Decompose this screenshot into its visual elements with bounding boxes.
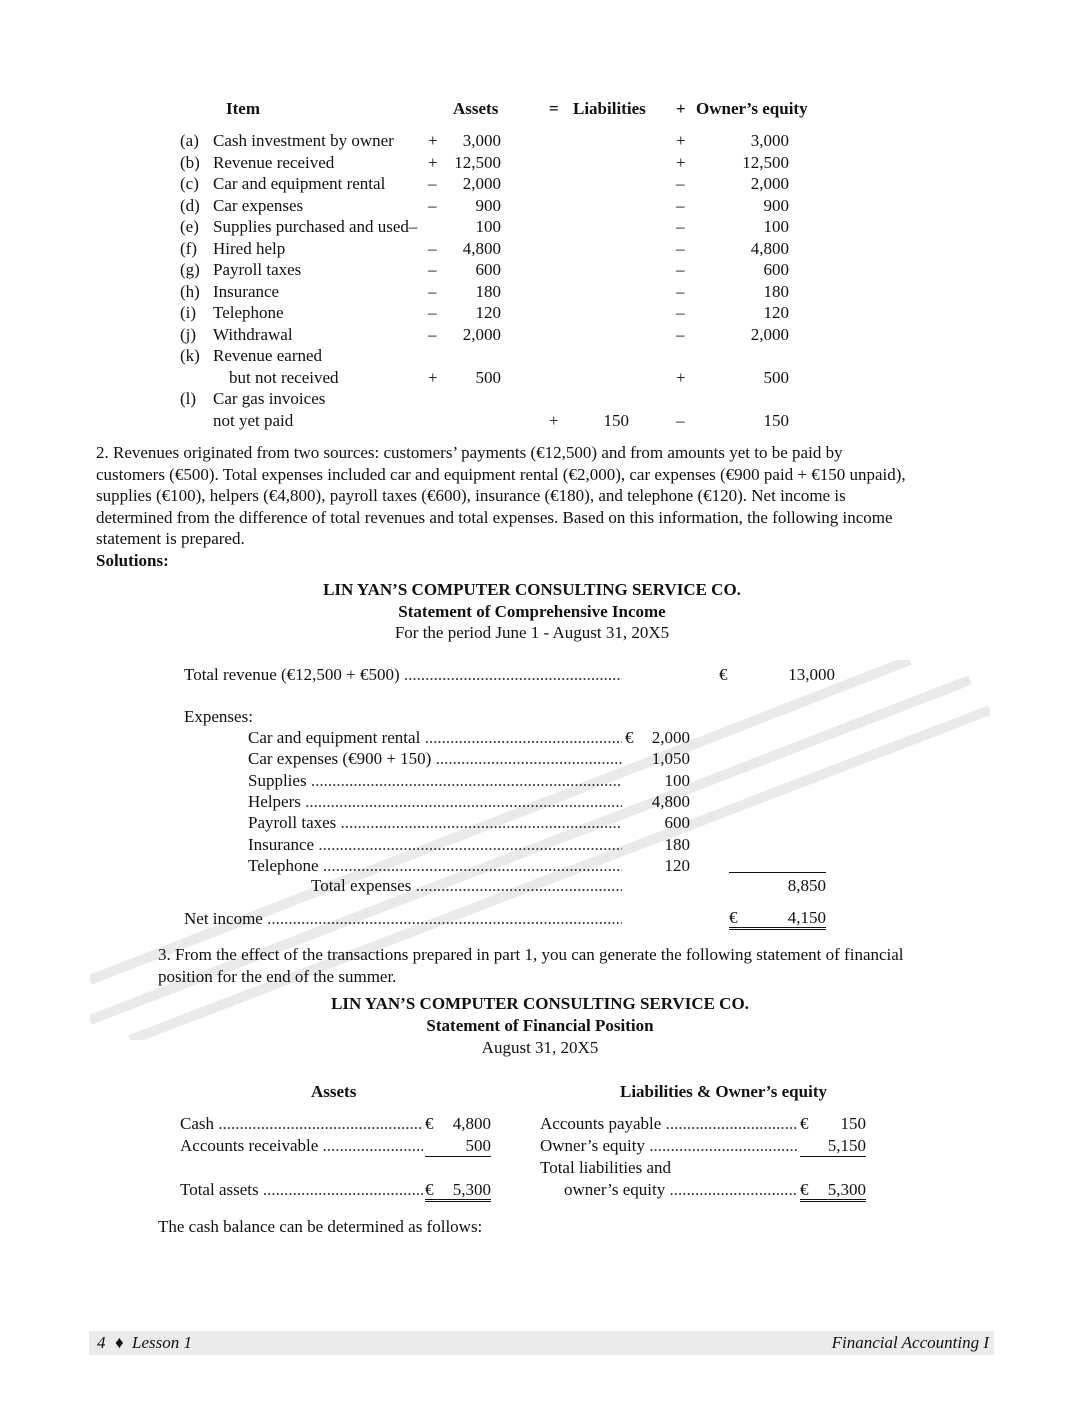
expenses-label: Expenses: [184, 707, 253, 726]
cell-assets: 2,000 [462, 324, 501, 344]
ap-label: Accounts payable ..... [540, 1114, 798, 1134]
cell-label: (j) [180, 324, 197, 344]
expense-name: Insurance ..... [248, 835, 622, 855]
lesson-label: Lesson 1 [132, 1333, 192, 1352]
cell-item: Cash investment by owner [213, 131, 394, 150]
cell-item: Car and equipment rental [213, 174, 386, 193]
cell-e-sign: + [676, 367, 686, 387]
expense-name: Car expenses (€900 + 150) ..... [248, 749, 622, 769]
header-equals: = [549, 99, 559, 118]
page-number: 4 [97, 1333, 106, 1352]
cell-liab: 150 [603, 410, 629, 430]
cell-label: (g) [180, 260, 200, 279]
cell-assets: 3,000 [462, 131, 501, 150]
ar-label: Accounts receivable ..... [180, 1136, 423, 1156]
header-equity: Owner’s equity [696, 99, 808, 118]
header-assets: Assets [453, 99, 499, 118]
expense-value: 100 [664, 770, 690, 790]
header-plus: + [676, 99, 686, 118]
paragraph-2 [96, 442, 906, 571]
net-income-label: Net income ..... [184, 909, 622, 929]
cell-item: not yet paid [213, 410, 294, 430]
page-footer [89, 1331, 994, 1355]
cell-item: Hired help [213, 238, 286, 258]
net-income-euro: € [729, 908, 738, 927]
cell-equity: 100 [763, 217, 789, 236]
cell-e-sign: – [676, 324, 685, 344]
cell-label: (a) [180, 131, 199, 150]
expense-euro: € [625, 728, 634, 747]
ap-euro: € [800, 1114, 809, 1133]
expense-name: Helpers ..... [248, 792, 622, 812]
cell-item: Revenue earned [213, 346, 323, 365]
expense-value: 120 [664, 855, 690, 875]
cell-e-sign: – [676, 238, 685, 258]
fp-date: August 31, 20X5 [481, 1038, 599, 1057]
euro-sign: € [719, 665, 728, 684]
cell-assets: 100 [475, 217, 501, 236]
cell-label: (c) [180, 174, 199, 193]
cell-item: Supplies purchased and used– [213, 217, 418, 236]
total-revenue-label: Total revenue (€12,500 + €500) ..... [184, 665, 622, 685]
cell-equity: 180 [763, 281, 789, 301]
total-assets-euro: € [425, 1180, 434, 1199]
cell-e-sign: – [676, 217, 685, 236]
cash-balance-text: The cash balance can be determined as follows: [158, 1217, 483, 1236]
cell-a-sign: + [428, 152, 438, 172]
cell-label: (f) [180, 238, 197, 258]
cell-assets: 2,000 [462, 174, 501, 193]
cell-a-sign: + [428, 131, 438, 150]
cell-e-sign: – [676, 260, 685, 279]
total-expenses-value: 8,850 [787, 876, 826, 895]
cell-a-sign: + [428, 367, 438, 387]
income-title: Statement of Comprehensive Income [398, 602, 666, 621]
cash-label: Cash ..... [180, 1114, 423, 1134]
fp-company: LIN YAN’S COMPUTER CONSULTING SERVICE CO. [331, 994, 749, 1013]
cell-e-sign: – [676, 281, 685, 301]
cell-a-sign: – [428, 174, 437, 193]
cell-assets: 900 [475, 195, 501, 215]
cell-equity: 3,000 [750, 131, 789, 150]
cell-e-sign: – [676, 195, 685, 215]
oe-label: Owner’s equity ..... [540, 1136, 798, 1156]
oe-value: 5,150 [800, 1136, 866, 1157]
cell-e-sign: + [676, 131, 686, 150]
cell-a-sign: – [428, 260, 437, 279]
cell-label: (l) [180, 389, 197, 408]
cell-assets: 12,500 [454, 152, 501, 172]
cell-label: (d) [180, 195, 200, 215]
total-assets-label: Total assets ..... [180, 1180, 423, 1200]
cell-item: Telephone [213, 303, 284, 322]
diamond-bullet-icon: ♦ [115, 1333, 124, 1352]
total-le-value: 5,300 [827, 1180, 866, 1199]
expense-name: Telephone ..... [248, 856, 622, 876]
net-income-box [729, 908, 826, 930]
cell-assets: 600 [475, 260, 501, 279]
total-le-euro: € [800, 1180, 809, 1199]
total-expenses-label: Total expenses ..... [311, 876, 622, 896]
cell-a-sign: – [428, 195, 437, 215]
cell-a-sign: – [428, 324, 437, 344]
ap-value: 150 [840, 1114, 866, 1133]
cell-equity: 12,500 [742, 152, 789, 172]
cash-euro: € [425, 1114, 434, 1133]
cell-item: Revenue received [213, 152, 335, 172]
income-period: For the period June 1 - August 31, 20X5 [394, 623, 670, 642]
cell-assets: 180 [475, 281, 501, 301]
paragraph-line: 3. From the effect of the transactions prepared in part 1, you can generate the following statement of financial [158, 945, 904, 964]
course-title: Financial Accounting I [831, 1333, 989, 1352]
total-assets-box [425, 1180, 491, 1202]
total-le-label-2: owner’s equity ..... [564, 1180, 798, 1200]
income-company: LIN YAN’S COMPUTER CONSULTING SERVICE CO. [323, 580, 741, 599]
cell-item: Payroll taxes [213, 260, 302, 279]
cell-equity: 2,000 [750, 324, 789, 344]
fp-assets-header: Assets [311, 1082, 357, 1101]
cell-equity: 4,800 [750, 238, 789, 258]
cell-item: Withdrawal [213, 324, 293, 344]
cell-a-sign: – [428, 303, 437, 322]
cell-l-sign: + [549, 410, 559, 430]
cell-label: (k) [180, 346, 200, 365]
cell-assets: 120 [475, 303, 501, 322]
cell-a-sign: – [428, 281, 437, 301]
cell-item: Car gas invoices [213, 389, 326, 408]
cell-e-sign: – [676, 410, 685, 430]
expense-value: 180 [664, 834, 690, 854]
cell-e-sign: – [676, 174, 685, 193]
fp-liab-header: Liabilities & Owner’s equity [620, 1082, 827, 1101]
solutions-label: Solutions: [96, 550, 169, 570]
paragraph-line: supplies (€100), helpers (€4,800), payroll taxes (€600), insurance (€180), and telephone (€120). Net income is [96, 486, 846, 505]
cell-equity: 120 [763, 303, 789, 322]
cell-e-sign: + [676, 152, 686, 172]
ar-value: 500 [425, 1136, 491, 1157]
total-assets-value: 5,300 [452, 1180, 491, 1199]
cell-label: (i) [180, 303, 197, 322]
total-revenue-value: 13,000 [788, 665, 835, 684]
expense-name: Supplies ..... [248, 771, 622, 791]
cell-equity: 2,000 [750, 174, 789, 193]
paragraph-line: statement is prepared. [96, 529, 245, 548]
cell-equity: 500 [763, 367, 789, 387]
expense-name: Payroll taxes ..... [248, 813, 622, 833]
expense-value: 600 [664, 813, 690, 833]
cell-item: Insurance [213, 281, 280, 301]
expense-value: 4,800 [651, 791, 690, 811]
header-liabilities: Liabilities [573, 99, 646, 118]
expense-value: 1,050 [651, 749, 690, 769]
expense-value: 2,000 [651, 728, 690, 747]
cell-label: (h) [180, 281, 200, 301]
total-le-box [800, 1180, 866, 1202]
cell-equity: 900 [763, 195, 789, 215]
cell-equity: 600 [763, 260, 789, 279]
paragraph-3 [158, 944, 904, 987]
cell-assets: 4,800 [462, 238, 501, 258]
cell-item: but not received [229, 367, 339, 387]
cell-label: (b) [180, 152, 200, 172]
fp-title: Statement of Financial Position [426, 1016, 654, 1035]
paragraph-line: customers (€500). Total expenses included car and equipment rental (€2,000), car expenses (€900 paid + €150 unpaid), [96, 464, 906, 484]
paragraph-line: 2. Revenues originated from two sources: customers’ payments (€12,500) and from amounts yet to be paid by [96, 443, 843, 462]
paragraph-line: position for the end of the summer. [158, 966, 397, 986]
cell-e-sign: – [676, 303, 685, 322]
total-le-label-1: Total liabilities and [540, 1158, 672, 1177]
header-item: Item [226, 99, 260, 118]
net-income-value: 4,150 [787, 908, 826, 927]
cell-label: (e) [180, 217, 199, 236]
cell-item: Car expenses [213, 195, 304, 215]
expense-name: Car and equipment rental ..... [248, 728, 622, 748]
cell-a-sign: – [428, 238, 437, 258]
cell-assets: 500 [475, 367, 501, 387]
cash-value: 4,800 [452, 1114, 491, 1133]
cell-equity: 150 [763, 410, 789, 430]
total-expenses-rule [729, 872, 826, 873]
paragraph-line: determined from the difference of total revenues and total expenses. Based on this information, the following income [96, 507, 893, 527]
